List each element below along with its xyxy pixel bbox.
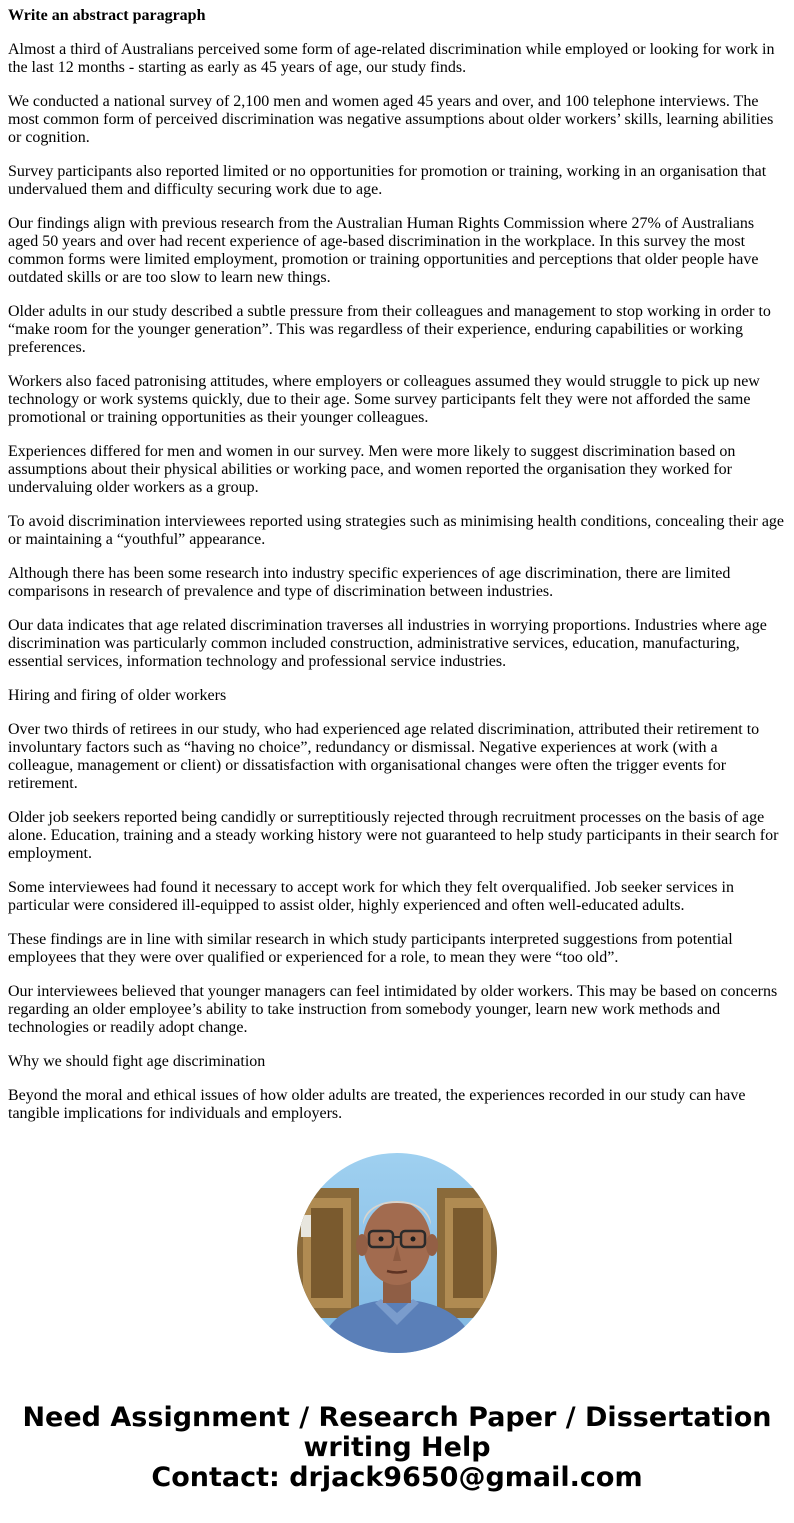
paragraph: Survey participants also reported limited or no opportunities for promotion or training, working in an organisation that undervalued them and difficulty securing work due to age. [8, 163, 767, 198]
avatar-portrait [297, 1153, 497, 1353]
paragraph: Older adults in our study described a subtle pressure from their colleagues and management to stop working in order to “make room for the younger generation”. This was regardless of their experience, enduring capabilities or working preferences. [8, 303, 771, 356]
avatar [297, 1153, 497, 1353]
promo-banner [0, 1403, 794, 1493]
paragraph: We conducted a national survey of 2,100 men and women aged 45 years and over, and 100 telephone interviews. The most common form of perceived discrimination was negative assumptions about older workers’ skills, learning abilities or cognition. [8, 93, 774, 146]
article-title: Write an abstract paragraph [8, 7, 206, 24]
paragraph: Experiences differed for men and women in our survey. Men were more likely to suggest discrimination based on assumptions about their physical abilities or working pace, and women reported the organisation they worked for undervaluing older workers as a group. [8, 443, 736, 496]
section-heading: Hiring and firing of older workers [8, 687, 227, 704]
paragraph: Workers also faced patronising attitudes, where employers or colleagues assumed they would struggle to pick up new technology or work systems quickly, due to their age. Some survey participants felt they were not afforded the same promotional or training opportunities as their younger colleagues. [8, 373, 760, 426]
paragraph: To avoid discrimination interviewees reported using strategies such as minimising health conditions, concealing their age or maintaining a “youthful” appearance. [8, 513, 785, 548]
article [8, 7, 786, 1139]
paragraph: Almost a third of Australians perceived some form of age-related discrimination while employed or looking for work in the last 12 months - starting as early as 45 years of age, our study finds. [8, 41, 775, 76]
paragraph: Beyond the moral and ethical issues of how older adults are treated, the experiences recorded in our study can have tangible implications for individuals and employers. [8, 1087, 746, 1122]
paragraph: Although there has been some research into industry specific experiences of age discrimination, there are limited comparisons in research of prevalence and type of discrimination between industries. [8, 565, 731, 600]
section-heading: Why we should fight age discrimination [8, 1053, 266, 1070]
promo-line-1: Need Assignment / Research Paper / Dissertation [22, 1402, 772, 1433]
paragraph: Some interviewees had found it necessary to accept work for which they felt overqualified. Job seeker services in particular were considered ill-equipped to assist older, highly experienced and often well-educated adults. [8, 879, 734, 914]
promo-line-2: writing Help [303, 1432, 491, 1463]
promo-contact: Contact: drjack9650@gmail.com [151, 1462, 643, 1493]
paragraph: Over two thirds of retirees in our study, who had experienced age related discrimination, attributed their retirement to involuntary factors such as “having no choice”, redundancy or dismissal. Negative experiences at work (with a colleague, management or client) or dissatisfaction with organisational changes were often the trigger events for retirement. [8, 721, 760, 792]
paragraph: Our findings align with previous research from the Australian Human Rights Commission where 27% of Australians aged 50 years and over had recent experience of age-based discrimination in the workplace. In this survey the most common forms were limited employment, promotion or training opportunities and perceptions that older people have outdated skills or are too slow to learn new things. [8, 215, 759, 286]
paragraph: These findings are in line with similar research in which study participants interpreted suggestions from potential employees that they were over qualified or experienced for a role, to mean they were “too old”. [8, 931, 733, 966]
paragraph: Our interviewees believed that younger managers can feel intimidated by older workers. This may be based on concerns regarding an older employee’s ability to take instruction from somebody younger, learn new work methods and technologies or readily adopt change. [8, 983, 778, 1036]
paragraph: Our data indicates that age related discrimination traverses all industries in worrying proportions. Industries where age discrimination was particularly common included construction, administrative services, education, manufacturing, essential services, information technology and professional service industries. [8, 617, 767, 670]
paragraph: Older job seekers reported being candidly or surreptitiously rejected through recruitment processes on the basis of age alone. Education, training and a steady working history were not guaranteed to help study participants in their search for employment. [8, 809, 779, 862]
